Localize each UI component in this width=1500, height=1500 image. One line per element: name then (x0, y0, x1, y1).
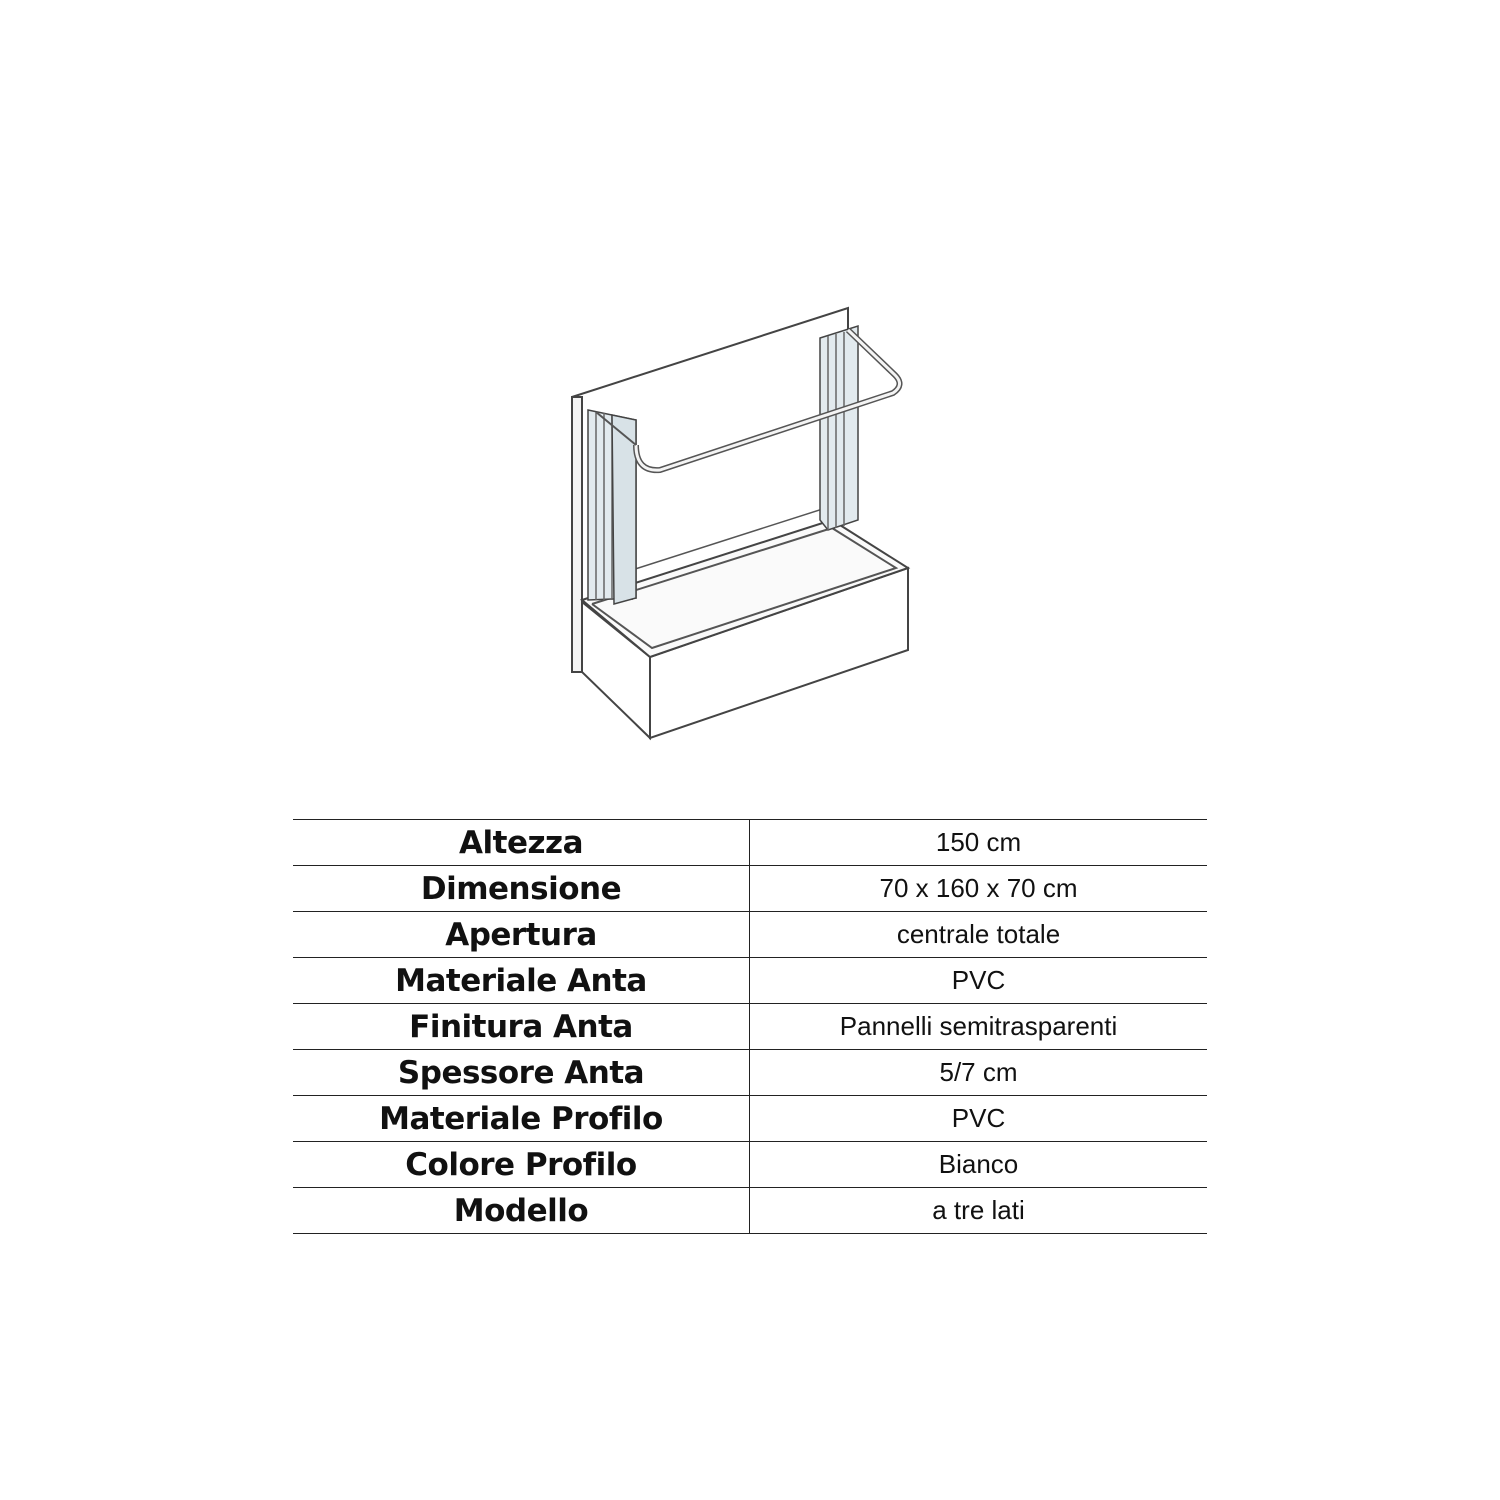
spec-value: 70 x 160 x 70 cm (750, 866, 1208, 912)
spec-value: a tre lati (750, 1188, 1208, 1234)
table-row (293, 1096, 1207, 1142)
spec-label: Colore Profilo (293, 1142, 750, 1188)
table-row (293, 1142, 1207, 1188)
side-wall (572, 397, 582, 672)
spec-label: Materiale Anta (293, 958, 750, 1004)
spec-label: Modello (293, 1188, 750, 1234)
spec-label: Altezza (293, 820, 750, 866)
spec-value: Bianco (750, 1142, 1208, 1188)
spec-value: centrale totale (750, 912, 1208, 958)
spec-label: Finitura Anta (293, 1004, 750, 1050)
table-row (293, 912, 1207, 958)
bathtub-screen-illustration (520, 300, 960, 750)
table-row (293, 1050, 1207, 1096)
spec-value: PVC (750, 958, 1208, 1004)
right-folding-panels (820, 326, 858, 530)
spec-value: 5/7 cm (750, 1050, 1208, 1096)
spec-label: Materiale Profilo (293, 1096, 750, 1142)
table-row (293, 958, 1207, 1004)
table-row (293, 1188, 1207, 1234)
spec-label: Apertura (293, 912, 750, 958)
spec-label: Spessore Anta (293, 1050, 750, 1096)
table-row (293, 866, 1207, 912)
spec-label: Dimensione (293, 866, 750, 912)
table-row (293, 1004, 1207, 1050)
spec-value: 150 cm (750, 820, 1208, 866)
table-row (293, 820, 1207, 866)
spec-value: PVC (750, 1096, 1208, 1142)
specifications-table (293, 819, 1207, 1234)
spec-value: Pannelli semitrasparenti (750, 1004, 1208, 1050)
